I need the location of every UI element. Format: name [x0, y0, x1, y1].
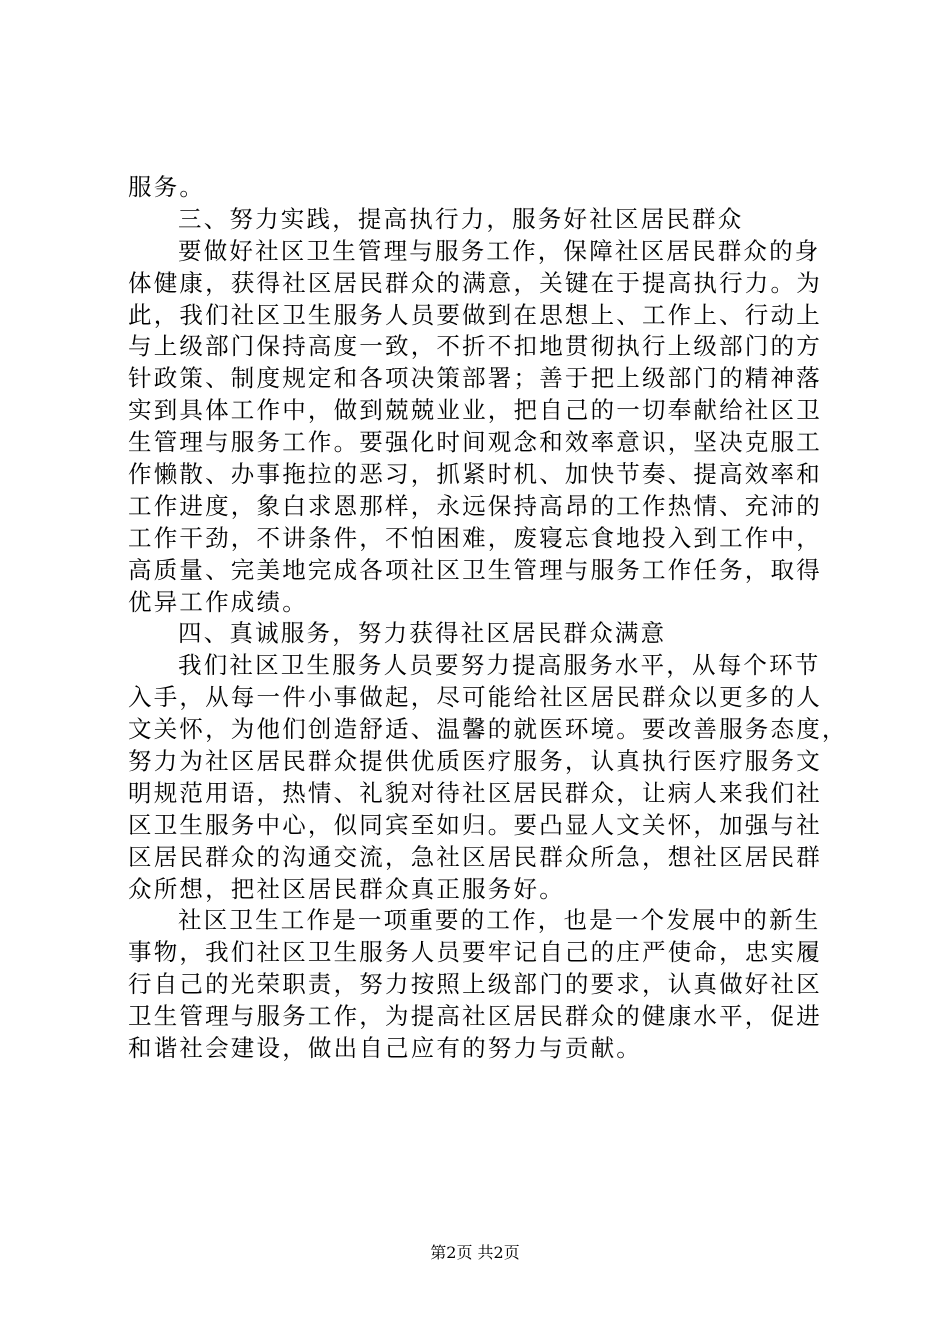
text-line: 体健康，获得社区居民群众的满意，关键在于提高执行力。为 — [128, 268, 822, 297]
text-line: 高质量、完美地完成各项社区卫生管理与服务工作任务，取得 — [128, 555, 822, 584]
text-line: 作懒散、办事拖拉的恶习，抓紧时机、加快节奏、提高效率和 — [128, 460, 822, 489]
page-footer: 第2页 共2页 — [430, 1243, 520, 1262]
text-line: 与上级部门保持高度一致，不折不扣地贯彻执行上级部门的方 — [128, 332, 822, 361]
text-line: 明规范用语，热情、礼貌对待社区居民群众，让病人来我们社 — [128, 778, 822, 807]
text-line: 区卫生服务中心，似同宾至如归。要凸显人文关怀，加强与社 — [128, 810, 822, 839]
text-line: 我们社区卫生服务人员要努力提高服务水平，从每个环节 — [178, 651, 821, 680]
text-line: 要做好社区卫生管理与服务工作，保障社区居民群众的身 — [178, 236, 821, 265]
text-line: 社区卫生工作是一项重要的工作，也是一个发展中的新生 — [178, 906, 821, 935]
text-line: 工作进度，象白求恩那样，永远保持高昂的工作热情、充沛的 — [128, 491, 822, 520]
text-line: 优异工作成绩。 — [128, 587, 308, 616]
text-line: 实到具体工作中，做到兢兢业业，把自己的一切奉献给社区卫 — [128, 396, 822, 425]
text-line: 卫生管理与服务工作，为提高社区居民群众的健康水平，促进 — [128, 1002, 822, 1031]
text-line: 和谐社会建设，做出自己应有的努力与贡献。 — [128, 1034, 642, 1063]
text-line: 三、努力实践，提高执行力，服务好社区居民群众 — [178, 204, 744, 233]
text-line: 四、真诚服务，努力获得社区居民群众满意 — [178, 619, 667, 648]
text-line: 区居民群众的沟通交流，急社区居民群众所急，想社区居民群 — [128, 842, 822, 871]
text-line: 服务。 — [128, 173, 206, 201]
document-body — [128, 172, 848, 1065]
text-line: 行自己的光荣职责，努力按照上级部门的要求，认真做好社区 — [128, 970, 822, 999]
text-line: 此，我们社区卫生服务人员要做到在思想上、工作上、行动上 — [128, 300, 822, 329]
text-line: 入手，从每一件小事做起，尽可能给社区居民群众以更多的人 — [128, 683, 822, 712]
text-line: 生管理与服务工作。要强化时间观念和效率意识，坚决克服工 — [128, 428, 822, 457]
text-line: 针政策、制度规定和各项决策部署；善于把上级部门的精神落 — [128, 364, 822, 393]
text-line: 众所想，把社区居民群众真正服务好。 — [128, 874, 565, 903]
text-line: 事物，我们社区卫生服务人员要牢记自己的庄严使命，忠实履 — [128, 938, 822, 967]
text-line: 工作干劲，不讲条件，不怕困难，废寝忘食地投入到工作中， — [128, 523, 822, 552]
text-line: 努力为社区居民群众提供优质医疗服务，认真执行医疗服务文 — [128, 747, 822, 776]
text-line: 文关怀，为他们创造舒适、温馨的就医环境。要改善服务态度， — [128, 715, 848, 744]
